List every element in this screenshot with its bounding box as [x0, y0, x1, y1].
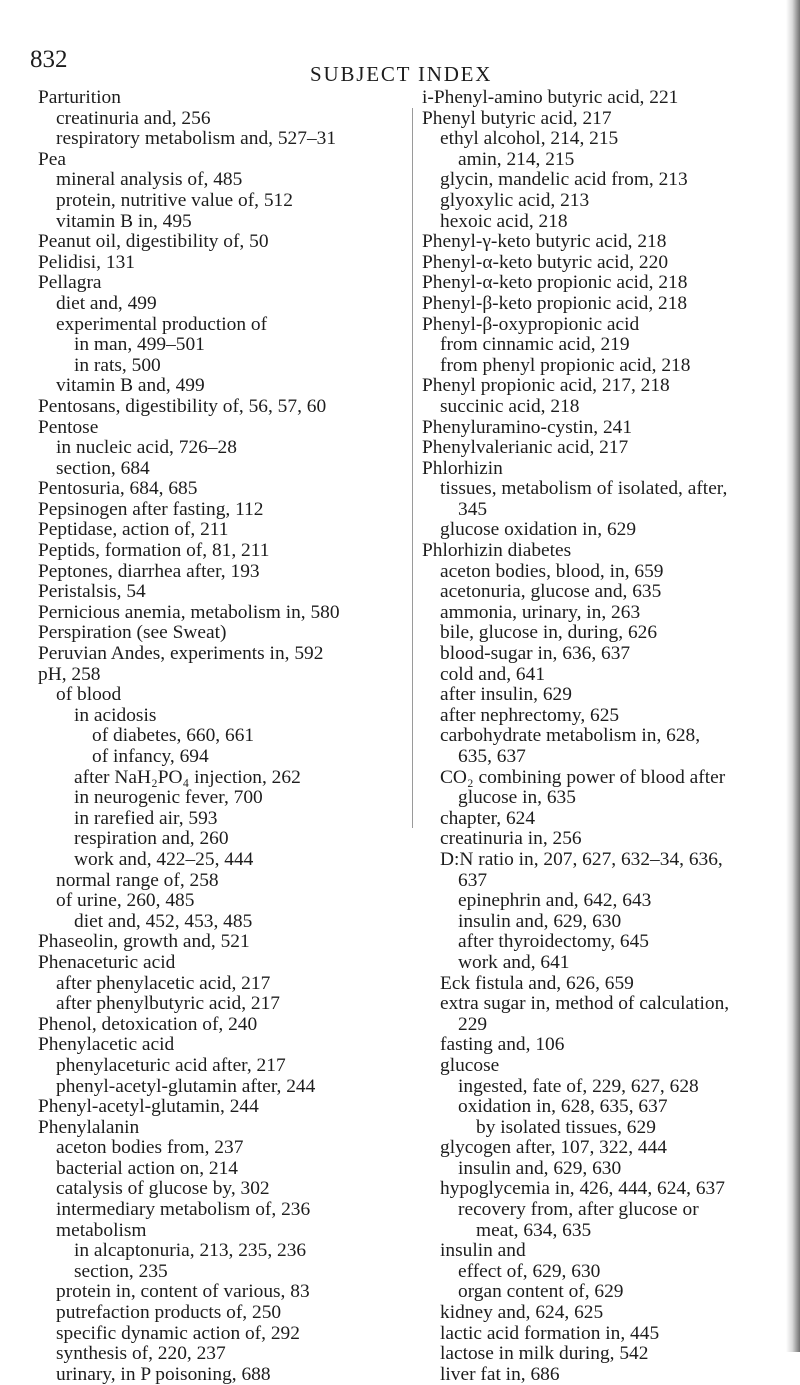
index-entry: Phaseolin, growth and, 521 — [38, 931, 250, 953]
index-entry: recovery from, after glucose or — [458, 1199, 699, 1221]
index-entry: Phenylvalerianic acid, 217 — [422, 437, 629, 459]
index-entry: glyoxylic acid, 213 — [440, 189, 590, 211]
index-column-right — [422, 88, 772, 1385]
index-entry: work and, 422–25, 444 — [74, 848, 254, 870]
index-entry: protein, nutritive value of, 512 — [56, 189, 293, 211]
index-entry: after nephrectomy, 625 — [440, 704, 620, 726]
index-entry: glucose in, 635 — [458, 787, 576, 809]
index-entry: hypoglycemia in, 426, 444, 624, 637 — [440, 1178, 725, 1200]
index-entry: respiration and, 260 — [74, 828, 229, 850]
index-entry: of blood — [56, 684, 122, 706]
index-entry: Perspiration (see Sweat) — [38, 622, 227, 644]
index-entry: fasting and, 106 — [440, 1034, 565, 1056]
index-entry: Phenyl propionic acid, 217, 218 — [422, 375, 670, 397]
index-entry: by isolated tissues, 629 — [476, 1116, 656, 1138]
index-entry: extra sugar in, method of calculation, — [440, 993, 730, 1015]
index-entry: Phenyl-β-keto propionic acid, 218 — [422, 292, 688, 314]
index-entry: respiratory metabolism and, 527–31 — [56, 128, 337, 150]
index-entry: phenyl-acetyl-glutamin after, 244 — [56, 1075, 316, 1097]
index-entry: amin, 214, 215 — [458, 148, 575, 170]
index-entry: catalysis of glucose by, 302 — [56, 1178, 270, 1200]
index-entry: after insulin, 629 — [440, 684, 572, 706]
index-entry: in rarefied air, 593 — [74, 807, 218, 829]
index-entry: in neurogenic fever, 700 — [74, 787, 263, 809]
index-entry: after NaH₂PO₄ injection, 262 — [74, 766, 301, 788]
index-entry: diet and, 452, 453, 485 — [74, 910, 253, 932]
index-entry: Phenyl-α-keto propionic acid, 218 — [422, 272, 688, 294]
index-entry: hexoic acid, 218 — [440, 210, 568, 232]
index-entry: 229 — [458, 1013, 488, 1035]
index-entry: Phenyl-acetyl-glutamin, 244 — [38, 1096, 259, 1118]
index-entry: work and, 641 — [458, 951, 570, 973]
page-number: 832 — [30, 46, 68, 73]
index-entry: in man, 499–501 — [74, 334, 205, 356]
index-entry: bile, glucose in, during, 626 — [440, 622, 658, 644]
index-entry: from phenyl propionic acid, 218 — [440, 354, 691, 376]
index-entry: aceton bodies, blood, in, 659 — [440, 560, 664, 582]
index-entry: kidney and, 624, 625 — [440, 1302, 604, 1324]
index-entry: Phenyl butyric acid, 217 — [422, 107, 612, 129]
index-entry: Pentose — [38, 416, 99, 438]
column-divider — [412, 108, 413, 828]
index-entry: Phenaceturic acid — [38, 951, 176, 973]
index-entry: Pentosuria, 684, 685 — [38, 478, 198, 500]
index-entry: metabolism — [56, 1219, 147, 1241]
index-entry: Phenyl-α-keto butyric acid, 220 — [422, 251, 669, 273]
index-entry: Phenylacetic acid — [38, 1034, 175, 1056]
index-entry: Pernicious anemia, metabolism in, 580 — [38, 601, 340, 623]
index-entry: carbohydrate metabolism in, 628, — [440, 725, 701, 747]
index-entry: in rats, 500 — [74, 354, 161, 376]
index-entry: normal range of, 258 — [56, 869, 219, 891]
index-entry: Pepsinogen after fasting, 112 — [38, 498, 264, 520]
index-entry: of urine, 260, 485 — [56, 890, 195, 912]
index-entry: Parturition — [38, 87, 121, 108]
index-entry: specific dynamic action of, 292 — [56, 1322, 300, 1344]
index-entry: Pea — [38, 148, 66, 170]
index-entry: Phlorhizin diabetes — [422, 540, 572, 562]
running-head: SUBJECT INDEX — [310, 62, 493, 86]
index-entry: organ content of, 629 — [458, 1281, 624, 1303]
index-entry: of diabetes, 660, 661 — [92, 725, 255, 747]
index-entry: phenylaceturic acid after, 217 — [56, 1054, 286, 1076]
index-entry: in acidosis — [74, 704, 157, 726]
index-entry: Peruvian Andes, experiments in, 592 — [38, 643, 324, 665]
index-entry: vitamin B in, 495 — [56, 210, 192, 232]
index-entry: pH, 258 — [38, 663, 101, 685]
index-entry: from cinnamic acid, 219 — [440, 334, 630, 356]
index-entry: insulin and, 629, 630 — [458, 910, 622, 932]
index-entry: liver fat in, 686 — [440, 1363, 560, 1385]
index-entry: chapter, 624 — [440, 807, 536, 829]
index-entry: lactose in milk during, 542 — [440, 1343, 649, 1365]
index-entry: section, 235 — [74, 1260, 168, 1282]
index-entry: after thyroidectomy, 645 — [458, 931, 649, 953]
index-entry: synthesis of, 220, 237 — [56, 1343, 226, 1365]
index-entry: tissues, metabolism of isolated, after, — [440, 478, 728, 500]
index-entry: vitamin B and, 499 — [56, 375, 205, 397]
index-entry: creatinuria in, 256 — [440, 828, 582, 850]
index-entry: putrefaction products of, 250 — [56, 1302, 282, 1324]
index-entry: Pellagra — [38, 272, 102, 294]
index-entry: D:N ratio in, 207, 627, 632–34, 636, — [440, 848, 723, 870]
index-entry: diet and, 499 — [56, 292, 157, 314]
index-entry: of infancy, 694 — [92, 746, 209, 767]
index-entry: Phenyluramino-cystin, 241 — [422, 416, 633, 438]
index-entry: in nucleic acid, 726–28 — [56, 437, 237, 459]
index-entry: ammonia, urinary, in, 263 — [440, 601, 641, 623]
index-entry: creatinuria and, 256 — [56, 107, 211, 129]
index-entry: glycogen after, 107, 322, 444 — [440, 1137, 668, 1159]
index-entry: aceton bodies from, 237 — [56, 1137, 244, 1159]
index-column-left — [38, 88, 410, 1385]
index-entry: ethyl alcohol, 214, 215 — [440, 128, 619, 150]
index-entry: Phenyl-γ-keto butyric acid, 218 — [422, 231, 667, 253]
index-entry: insulin and — [440, 1240, 526, 1262]
index-entry: effect of, 629, 630 — [458, 1260, 601, 1282]
index-entry: mineral analysis of, 485 — [56, 169, 243, 191]
index-entry: 345 — [458, 498, 488, 520]
index-entry: after phenylbutyric acid, 217 — [56, 993, 280, 1015]
index-entry: Peptones, diarrhea after, 193 — [38, 560, 260, 582]
page-edge-shadow — [786, 0, 800, 1352]
index-entry: Peptids, formation of, 81, 211 — [38, 540, 270, 562]
index-entry: oxidation in, 628, 635, 637 — [458, 1096, 668, 1118]
index-entry: after phenylacetic acid, 217 — [56, 972, 271, 994]
index-entry: Peristalsis, 54 — [38, 581, 146, 603]
index-entry: Pentosans, digestibility of, 56, 57, 60 — [38, 395, 327, 417]
index-entry: Phenol, detoxication of, 240 — [38, 1013, 258, 1035]
index-entry: Pelidisi, 131 — [38, 251, 135, 273]
index-entry: Phenylalanin — [38, 1116, 140, 1138]
index-entry: Peptidase, action of, 211 — [38, 519, 229, 541]
index-entry: in alcaptonuria, 213, 235, 236 — [74, 1240, 307, 1262]
index-entry: Phenyl-β-oxypropionic acid — [422, 313, 640, 335]
index-entry: Peanut oil, digestibility of, 50 — [38, 231, 269, 253]
index-entry: experimental production of — [56, 313, 268, 335]
index-entry: protein in, content of various, 83 — [56, 1281, 310, 1303]
index-entry: acetonuria, glucose and, 635 — [440, 581, 662, 603]
index-entry: lactic acid formation in, 445 — [440, 1322, 660, 1344]
index-entry: section, 684 — [56, 457, 150, 479]
index-entry: succinic acid, 218 — [440, 395, 580, 417]
index-entry: blood-sugar in, 636, 637 — [440, 643, 631, 665]
index-entry: glucose — [440, 1054, 500, 1076]
index-entry: urinary, in P poisoning, 688 — [56, 1363, 271, 1385]
index-entry: CO₂ combining power of blood after — [440, 766, 726, 788]
index-entry: i-Phenyl-amino butyric acid, 221 — [422, 87, 679, 108]
index-entry: insulin and, 629, 630 — [458, 1157, 622, 1179]
index-entry: 635, 637 — [458, 746, 526, 767]
index-entry: ingested, fate of, 229, 627, 628 — [458, 1075, 699, 1097]
index-entry: 637 — [458, 869, 488, 891]
index-entry: meat, 634, 635 — [476, 1219, 592, 1241]
index-entry: Phlorhizin — [422, 457, 503, 479]
index-entry: intermediary metabolism of, 236 — [56, 1199, 311, 1221]
index-entry: cold and, 641 — [440, 663, 546, 685]
index-entry: epinephrin and, 642, 643 — [458, 890, 652, 912]
index-entry: bacterial action on, 214 — [56, 1157, 238, 1179]
index-entry: Eck fistula and, 626, 659 — [440, 972, 634, 994]
index-entry: glucose oxidation in, 629 — [440, 519, 637, 541]
index-entry: glycin, mandelic acid from, 213 — [440, 169, 688, 191]
